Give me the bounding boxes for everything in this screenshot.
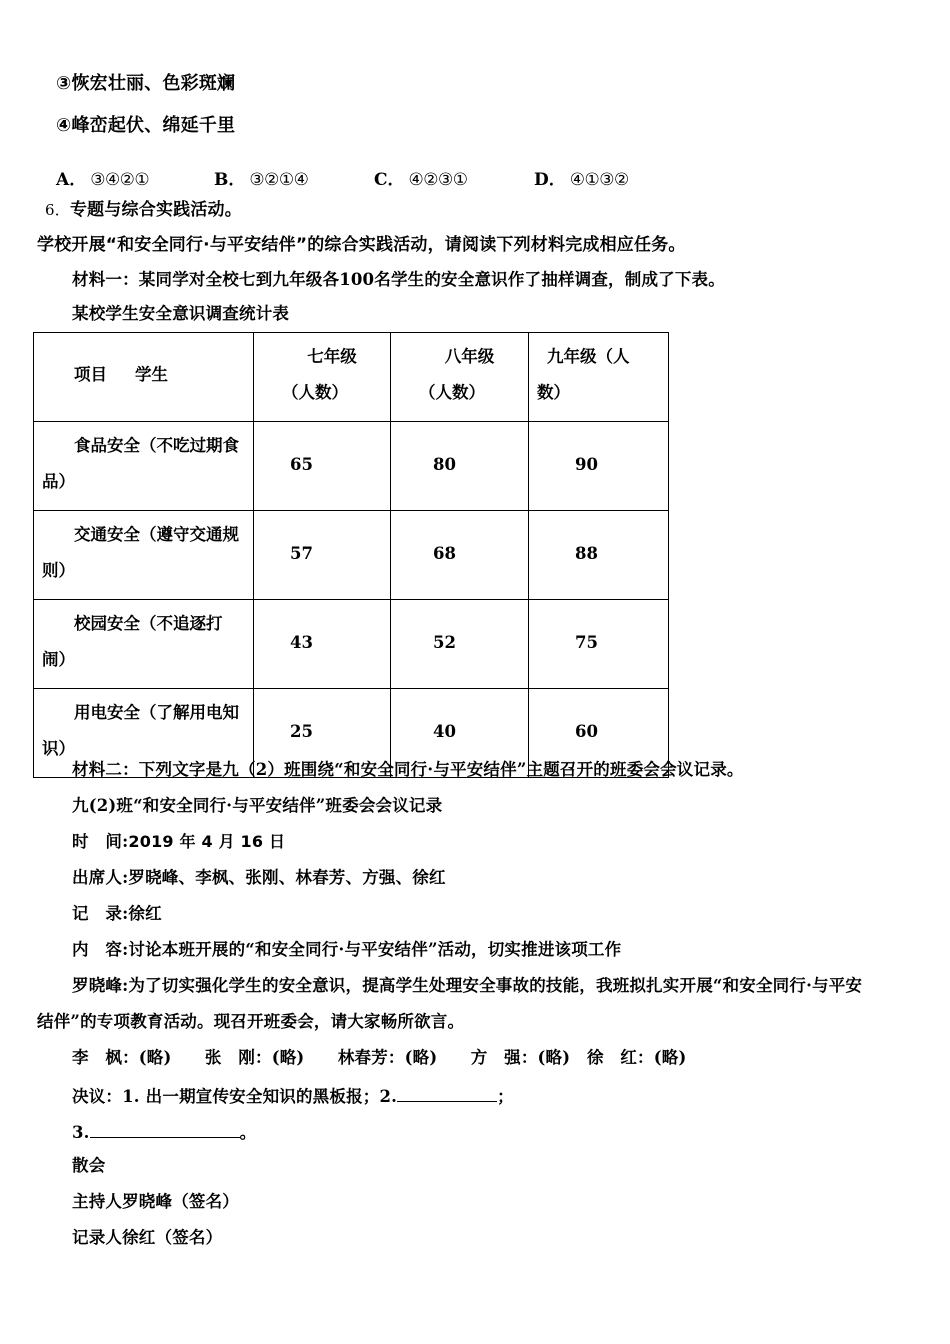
- stem-line-3: ③恢宏壮丽、色彩斑斓: [56, 73, 236, 94]
- grade9-line2: 数）: [537, 383, 570, 402]
- row-campus-grade9: 75: [529, 600, 669, 689]
- option-c-value: ④②③①: [408, 170, 468, 190]
- material-two-label: 材料二：下列文字是九（2）班围绕“和安全同行·与平安结伴”主题召开的班委会会议记录。: [72, 760, 744, 779]
- stem-line-4: ④峰峦起伏、绵延千里: [56, 115, 236, 136]
- minutes-recorder-signature: 记录人徐红（签名）: [72, 1228, 223, 1247]
- table-corner-cell: [34, 333, 254, 422]
- option-d-label: D．: [534, 170, 566, 190]
- minutes-speech-line1: 罗晓峰:为了切实强化学生的安全意识，提高学生处理安全事故的技能，我班拟扎实开展“和安全同行·与平安: [72, 976, 863, 995]
- table-row: [34, 600, 669, 689]
- minutes-content-value: 讨论本班开展的“和安全同行·与平安结伴”活动，切实推进该项工作: [128, 940, 622, 959]
- row-campus-grade7: 43: [254, 600, 391, 689]
- option-b[interactable]: [214, 165, 308, 190]
- table-header-grade8: [391, 333, 529, 422]
- resolution-blank-2[interactable]: [397, 1086, 497, 1102]
- minutes-time-row: [72, 834, 285, 851]
- grade7-line1: 七年级: [307, 347, 357, 366]
- minutes-time-value: 2019 年 4 月 16 日: [128, 832, 286, 851]
- option-a-label: A．: [56, 170, 87, 190]
- table-header-grade9: [529, 333, 669, 422]
- resolution-line2-end: 。: [239, 1123, 257, 1142]
- row-traffic-grade8: 68: [391, 511, 529, 600]
- resolution-blank-3[interactable]: [90, 1122, 240, 1138]
- grade8-line1: 八年级: [444, 347, 495, 366]
- row-item-campus-safety: 校园安全（不追逐打闹）: [34, 600, 254, 689]
- minutes-recorder-label: 记 录:: [72, 904, 129, 923]
- option-b-value: ③②①④: [249, 170, 309, 190]
- option-d-value: ④①③②: [569, 170, 629, 190]
- question6-heading: [45, 202, 242, 219]
- safety-awareness-table: [33, 332, 668, 778]
- option-d[interactable]: [534, 165, 629, 190]
- row-traffic-grade9: 88: [529, 511, 669, 600]
- option-b-label: B．: [214, 170, 246, 190]
- table-header-row: [34, 333, 669, 422]
- row-food-grade9: 90: [529, 422, 669, 511]
- resolution-line2-text: 3.: [72, 1123, 90, 1142]
- corner-item-label: 项目: [74, 365, 107, 384]
- question6-intro: 学校开展“和安全同行·与平安结伴”的综合实践活动，请阅读下列材料完成相应任务。: [37, 235, 686, 255]
- minutes-content-label: 内 容:: [72, 940, 129, 959]
- resolution-line1-end: ；: [497, 1087, 514, 1106]
- minutes-chair-signature: 主持人罗晓峰（签名）: [72, 1192, 239, 1211]
- resolution-line1-text: 决议：1. 出一期宣传安全知识的黑板报；2.: [72, 1087, 398, 1106]
- table-row: [34, 511, 669, 600]
- question6-title: 专题与综合实践活动。: [69, 200, 242, 220]
- minutes-speech-line2: 结伴”的专项教育活动。现召开班委会，请大家畅所欲言。: [37, 1012, 465, 1031]
- minutes-recorder-value: 徐红: [128, 904, 162, 923]
- row-electric-grade9: 60: [529, 689, 669, 778]
- minutes-attendees-row: [72, 870, 446, 887]
- minutes-attendees-label: 出席人:: [72, 868, 129, 887]
- row-food-grade7: 65: [254, 422, 391, 511]
- row-traffic-grade7: 57: [254, 511, 391, 600]
- option-c-label: C．: [374, 170, 405, 190]
- grade8-line2: （人数）: [419, 383, 485, 402]
- option-a-value: ③④②①: [90, 170, 150, 190]
- resolution-line-2: [72, 1122, 256, 1142]
- question6-number: 6．: [45, 201, 70, 219]
- option-a[interactable]: [56, 165, 149, 190]
- minutes-adjourn: 散会: [72, 1156, 106, 1175]
- row-food-grade8: 80: [391, 422, 529, 511]
- row-campus-grade8: 52: [391, 600, 529, 689]
- minutes-time-label: 时 间:: [72, 832, 129, 851]
- row-electric-grade7: 25: [254, 689, 391, 778]
- material-one-label: 材料一：某同学对全校七到九年级各100名学生的安全意识作了抽样调查，制成了下表。: [72, 270, 725, 289]
- option-c[interactable]: [374, 165, 468, 190]
- row-electric-grade8: 40: [391, 689, 529, 778]
- minutes-title: 九(2)班“和安全同行·与平安结伴”班委会会议记录: [72, 796, 443, 815]
- corner-student-label: 学生: [135, 365, 168, 384]
- table-row: [34, 422, 669, 511]
- grade9-line1: 九年级（人: [547, 347, 630, 366]
- table-caption: 某校学生安全意识调查统计表: [72, 304, 290, 323]
- row-item-traffic-safety: 交通安全（遵守交通规则）: [34, 511, 254, 600]
- table-header-grade7: [254, 333, 391, 422]
- minutes-recorder-row: [72, 906, 162, 923]
- minutes-content-row: [72, 942, 621, 959]
- minutes-other-speakers: 李 枫：(略) 张 刚：(略) 林春芳：(略) 方 强：(略) 徐 红：(略): [72, 1048, 687, 1067]
- grade7-line2: （人数）: [282, 383, 348, 402]
- row-item-food-safety: 食品安全（不吃过期食品）: [34, 422, 254, 511]
- row-item-electrical-safety: 用电安全（了解用电知识）: [34, 689, 254, 778]
- resolution-line-1: [72, 1086, 514, 1106]
- minutes-attendees-value: 罗晓峰、李枫、张刚、林春芳、方强、徐红: [128, 868, 446, 887]
